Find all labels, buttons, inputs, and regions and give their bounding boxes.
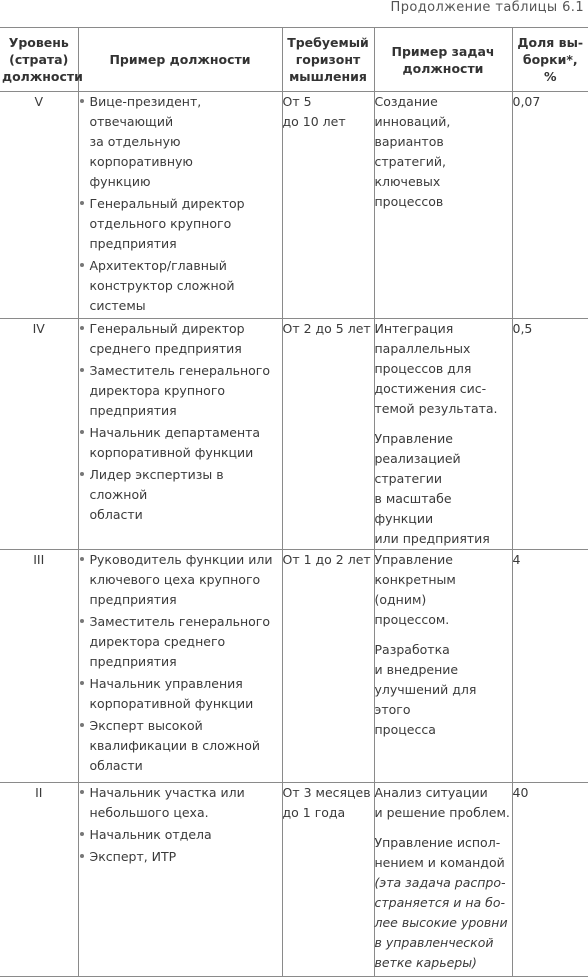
header-tasks: Пример задач должности bbox=[374, 28, 512, 92]
text-line: Эксперт высокой bbox=[89, 718, 203, 733]
text-line: конкретным (одним) bbox=[374, 572, 456, 607]
position-item bbox=[79, 847, 282, 867]
position-item bbox=[79, 612, 282, 672]
text-line: От 3 месяцев bbox=[282, 785, 371, 800]
text-line: директора крупного bbox=[89, 383, 226, 398]
cell-level: IV bbox=[0, 319, 78, 550]
task-block bbox=[375, 640, 512, 740]
task-note bbox=[375, 875, 508, 970]
position-item bbox=[79, 674, 282, 714]
table-row bbox=[0, 783, 588, 977]
cell-level: V bbox=[0, 92, 78, 319]
position-item bbox=[79, 319, 282, 359]
text-line: процессов bbox=[374, 194, 444, 209]
text-line: страняется и на бо- bbox=[374, 895, 506, 910]
header-position: Пример должности bbox=[78, 28, 282, 92]
text-line: ветке карьеры) bbox=[374, 955, 477, 970]
text-line: среднего предприятия bbox=[89, 341, 242, 356]
table-row bbox=[0, 92, 588, 319]
task-block bbox=[375, 92, 512, 212]
text-line: и решение проблем. bbox=[374, 805, 510, 820]
text-line: и внедрение bbox=[374, 662, 459, 677]
position-list bbox=[79, 783, 282, 867]
table-body bbox=[0, 92, 588, 977]
text-line: Начальник управления bbox=[89, 676, 243, 691]
text-line: Управление испол- bbox=[374, 835, 501, 850]
text-line: Начальник департамента bbox=[89, 425, 261, 440]
cell-tasks bbox=[374, 783, 512, 977]
text-line: Генеральный директор bbox=[89, 321, 245, 336]
cell-share: 4 bbox=[512, 550, 588, 783]
position-item bbox=[79, 92, 282, 192]
position-item bbox=[79, 361, 282, 421]
task-block bbox=[375, 783, 512, 823]
text-line: за отдельную корпоративную bbox=[89, 134, 193, 169]
header-horizon: Требуемый горизонт мышления bbox=[282, 28, 374, 92]
text-line: достижения сис- bbox=[374, 381, 487, 396]
text-line: стратегий, ключевых bbox=[374, 154, 447, 189]
text-line: От 2 до 5 лет bbox=[282, 321, 371, 336]
text-line: директора среднего bbox=[89, 634, 226, 649]
table-row bbox=[0, 550, 588, 783]
text-line: Создание bbox=[374, 94, 438, 109]
text-line: От 5 bbox=[282, 94, 312, 109]
cell-level: II bbox=[0, 783, 78, 977]
table-caption: Продолжение таблицы 6.1 bbox=[390, 0, 584, 15]
text-line: Лидер экспертизы в сложной bbox=[89, 467, 224, 502]
text-line: Разработка bbox=[374, 642, 450, 657]
cell-horizon bbox=[282, 319, 374, 550]
text-line: корпоративной функции bbox=[89, 445, 254, 460]
task-block bbox=[375, 319, 512, 419]
text-line: в масштабе функции bbox=[374, 491, 452, 526]
text-line: (эта задача распро- bbox=[374, 875, 506, 890]
text-line: Заместитель генерального bbox=[89, 363, 270, 378]
text-line: в управленческой bbox=[374, 935, 494, 950]
position-item bbox=[79, 550, 282, 610]
position-item bbox=[79, 194, 282, 254]
text-line: улучшений для этого bbox=[374, 682, 477, 717]
cell-horizon bbox=[282, 92, 374, 319]
text-line: Управление bbox=[374, 552, 453, 567]
text-line: стратегии bbox=[374, 471, 443, 486]
task-block bbox=[375, 550, 512, 630]
position-item bbox=[79, 465, 282, 525]
cell-tasks bbox=[374, 92, 512, 319]
cell-horizon bbox=[282, 550, 374, 783]
text-line: предприятия bbox=[89, 236, 177, 251]
position-list bbox=[79, 550, 282, 776]
text-line: процессом. bbox=[374, 612, 450, 627]
text-line: От 1 до 2 лет bbox=[282, 552, 371, 567]
text-line: Архитектор/главный bbox=[89, 258, 227, 273]
table-header-row bbox=[0, 28, 588, 92]
cell-positions bbox=[78, 550, 282, 783]
text-line: квалификации в сложной bbox=[89, 738, 260, 753]
cell-tasks bbox=[374, 550, 512, 783]
text-line: Начальник участка или bbox=[89, 785, 245, 800]
text-line: Эксперт, ИТР bbox=[89, 849, 177, 864]
text-line: отдельного крупного bbox=[89, 216, 232, 231]
position-list bbox=[79, 92, 282, 316]
text-line: предприятия bbox=[89, 403, 177, 418]
header-level: Уровень (страта) должности bbox=[0, 28, 78, 92]
text-line: Генеральный директор bbox=[89, 196, 245, 211]
position-item bbox=[79, 423, 282, 463]
text-line: Руководитель функции или bbox=[89, 552, 273, 567]
text-line: параллельных bbox=[374, 341, 471, 356]
text-line: Начальник отдела bbox=[89, 827, 212, 842]
cell-positions bbox=[78, 783, 282, 977]
text-line: до 1 года bbox=[282, 805, 346, 820]
text-line: до 10 лет bbox=[282, 114, 346, 129]
text-line: нением и командой bbox=[374, 855, 505, 870]
position-item bbox=[79, 716, 282, 776]
cell-horizon bbox=[282, 783, 374, 977]
text-line: области bbox=[89, 507, 143, 522]
cell-positions bbox=[78, 92, 282, 319]
text-line: реализацией bbox=[374, 451, 461, 466]
text-line: темой результата. bbox=[374, 401, 498, 416]
cell-share: 40 bbox=[512, 783, 588, 977]
cell-share: 0,07 bbox=[512, 92, 588, 319]
text-line: Управление bbox=[374, 431, 453, 446]
positions-table bbox=[0, 27, 588, 977]
text-line: вариантов bbox=[374, 134, 444, 149]
position-item bbox=[79, 256, 282, 316]
text-line: функцию bbox=[89, 174, 151, 189]
cell-tasks bbox=[374, 319, 512, 550]
text-line: Интеграция bbox=[374, 321, 454, 336]
text-line: лее высокие уровни bbox=[374, 915, 508, 930]
position-item bbox=[79, 825, 282, 845]
table-row bbox=[0, 319, 588, 550]
text-line: предприятия bbox=[89, 592, 177, 607]
header-share: Доля вы- борки*, % bbox=[512, 28, 588, 92]
text-line: процессов для bbox=[374, 361, 472, 376]
cell-level: III bbox=[0, 550, 78, 783]
text-line: корпоративной функции bbox=[89, 696, 254, 711]
text-line: процесса bbox=[374, 722, 436, 737]
cell-positions bbox=[78, 319, 282, 550]
text-line: ключевого цеха крупного bbox=[89, 572, 261, 587]
text-line: или предприятия bbox=[374, 531, 490, 546]
text-line: конструктор сложной системы bbox=[89, 278, 235, 313]
text-line: области bbox=[89, 758, 143, 773]
task-block bbox=[375, 833, 512, 973]
text-line: Заместитель генерального bbox=[89, 614, 270, 629]
text-line: Вице-президент, отвечающий bbox=[89, 94, 202, 129]
position-item bbox=[79, 783, 282, 823]
text-line: небольшого цеха. bbox=[89, 805, 209, 820]
text-line: инноваций, bbox=[374, 114, 451, 129]
text-line: Анализ ситуации bbox=[374, 785, 488, 800]
position-list bbox=[79, 319, 282, 525]
cell-share: 0,5 bbox=[512, 319, 588, 550]
task-block bbox=[375, 429, 512, 549]
text-line: предприятия bbox=[89, 654, 177, 669]
